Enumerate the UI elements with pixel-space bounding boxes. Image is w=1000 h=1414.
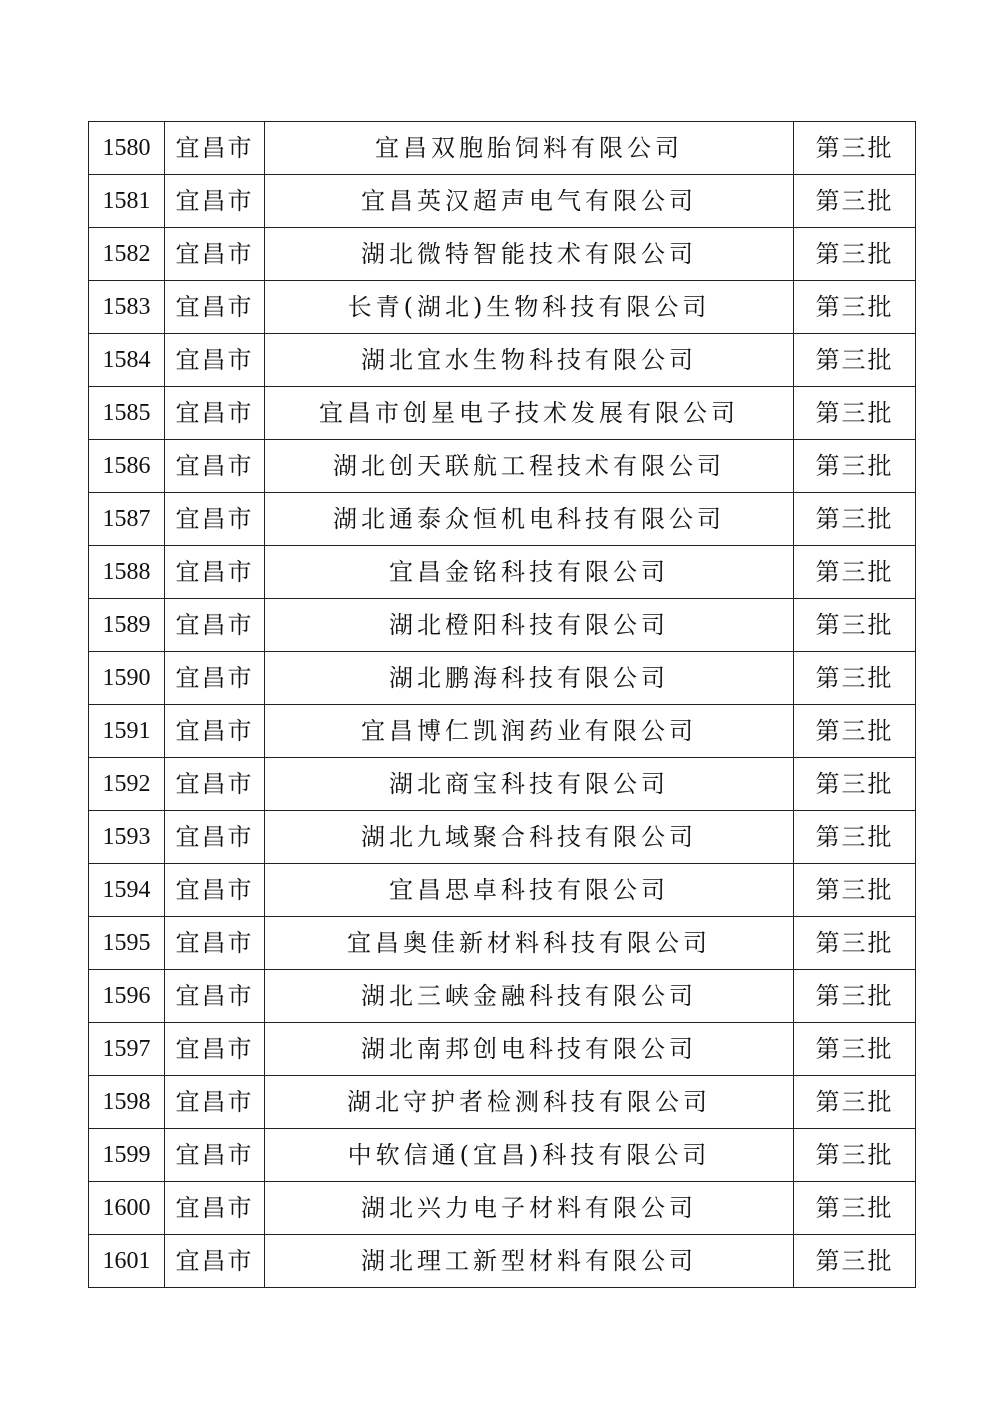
row-number: 1587 bbox=[89, 493, 165, 546]
batch-cell: 第三批 bbox=[794, 228, 916, 281]
row-number: 1583 bbox=[89, 281, 165, 334]
row-number: 1580 bbox=[89, 122, 165, 175]
company-name-cell: 宜昌英汉超声电气有限公司 bbox=[265, 175, 794, 228]
table-row bbox=[89, 440, 916, 493]
city-cell: 宜昌市 bbox=[165, 1023, 265, 1076]
company-name-cell: 宜昌思卓科技有限公司 bbox=[265, 864, 794, 917]
batch-cell: 第三批 bbox=[794, 440, 916, 493]
company-name-cell: 湖北三峡金融科技有限公司 bbox=[265, 970, 794, 1023]
company-name-cell: 宜昌市创星电子技术发展有限公司 bbox=[265, 387, 794, 440]
city-cell: 宜昌市 bbox=[165, 546, 265, 599]
city-cell: 宜昌市 bbox=[165, 705, 265, 758]
city-cell: 宜昌市 bbox=[165, 440, 265, 493]
company-name-cell: 中软信通(宜昌)科技有限公司 bbox=[265, 1129, 794, 1182]
table-row bbox=[89, 122, 916, 175]
row-number: 1581 bbox=[89, 175, 165, 228]
batch-cell: 第三批 bbox=[794, 1023, 916, 1076]
company-name-cell: 长青(湖北)生物科技有限公司 bbox=[265, 281, 794, 334]
table-row bbox=[89, 811, 916, 864]
batch-cell: 第三批 bbox=[794, 334, 916, 387]
batch-cell: 第三批 bbox=[794, 1076, 916, 1129]
table-row bbox=[89, 334, 916, 387]
table-row bbox=[89, 864, 916, 917]
table-row bbox=[89, 758, 916, 811]
row-number: 1592 bbox=[89, 758, 165, 811]
company-name-cell: 湖北宜水生物科技有限公司 bbox=[265, 334, 794, 387]
row-number: 1588 bbox=[89, 546, 165, 599]
company-name-cell: 湖北兴力电子材料有限公司 bbox=[265, 1182, 794, 1235]
table-body bbox=[89, 122, 916, 1288]
row-number: 1589 bbox=[89, 599, 165, 652]
city-cell: 宜昌市 bbox=[165, 652, 265, 705]
city-cell: 宜昌市 bbox=[165, 1235, 265, 1288]
row-number: 1594 bbox=[89, 864, 165, 917]
batch-cell: 第三批 bbox=[794, 1182, 916, 1235]
company-name-cell: 湖北理工新型材料有限公司 bbox=[265, 1235, 794, 1288]
row-number: 1593 bbox=[89, 811, 165, 864]
company-name-cell: 湖北商宝科技有限公司 bbox=[265, 758, 794, 811]
table-row bbox=[89, 970, 916, 1023]
table-row bbox=[89, 387, 916, 440]
row-number: 1601 bbox=[89, 1235, 165, 1288]
table-row bbox=[89, 1235, 916, 1288]
city-cell: 宜昌市 bbox=[165, 1129, 265, 1182]
row-number: 1590 bbox=[89, 652, 165, 705]
company-name-cell: 湖北微特智能技术有限公司 bbox=[265, 228, 794, 281]
batch-cell: 第三批 bbox=[794, 387, 916, 440]
table-row bbox=[89, 1076, 916, 1129]
city-cell: 宜昌市 bbox=[165, 1182, 265, 1235]
city-cell: 宜昌市 bbox=[165, 970, 265, 1023]
city-cell: 宜昌市 bbox=[165, 864, 265, 917]
company-name-cell: 湖北守护者检测科技有限公司 bbox=[265, 1076, 794, 1129]
company-list-table bbox=[88, 121, 916, 1288]
city-cell: 宜昌市 bbox=[165, 1076, 265, 1129]
company-name-cell: 湖北通泰众恒机电科技有限公司 bbox=[265, 493, 794, 546]
row-number: 1585 bbox=[89, 387, 165, 440]
city-cell: 宜昌市 bbox=[165, 122, 265, 175]
batch-cell: 第三批 bbox=[794, 705, 916, 758]
batch-cell: 第三批 bbox=[794, 970, 916, 1023]
row-number: 1584 bbox=[89, 334, 165, 387]
batch-cell: 第三批 bbox=[794, 864, 916, 917]
table-row bbox=[89, 705, 916, 758]
company-name-cell: 湖北九域聚合科技有限公司 bbox=[265, 811, 794, 864]
batch-cell: 第三批 bbox=[794, 811, 916, 864]
table-row bbox=[89, 493, 916, 546]
table-row bbox=[89, 652, 916, 705]
table-row bbox=[89, 599, 916, 652]
row-number: 1598 bbox=[89, 1076, 165, 1129]
table-row bbox=[89, 917, 916, 970]
batch-cell: 第三批 bbox=[794, 652, 916, 705]
row-number: 1599 bbox=[89, 1129, 165, 1182]
city-cell: 宜昌市 bbox=[165, 175, 265, 228]
row-number: 1597 bbox=[89, 1023, 165, 1076]
city-cell: 宜昌市 bbox=[165, 334, 265, 387]
batch-cell: 第三批 bbox=[794, 281, 916, 334]
table-row bbox=[89, 1182, 916, 1235]
company-name-cell: 湖北鹏海科技有限公司 bbox=[265, 652, 794, 705]
batch-cell: 第三批 bbox=[794, 493, 916, 546]
table-row bbox=[89, 228, 916, 281]
city-cell: 宜昌市 bbox=[165, 599, 265, 652]
row-number: 1591 bbox=[89, 705, 165, 758]
row-number: 1586 bbox=[89, 440, 165, 493]
company-name-cell: 宜昌双胞胎饲料有限公司 bbox=[265, 122, 794, 175]
table-row bbox=[89, 546, 916, 599]
row-number: 1595 bbox=[89, 917, 165, 970]
batch-cell: 第三批 bbox=[794, 1129, 916, 1182]
company-name-cell: 宜昌奥佳新材料科技有限公司 bbox=[265, 917, 794, 970]
row-number: 1582 bbox=[89, 228, 165, 281]
batch-cell: 第三批 bbox=[794, 758, 916, 811]
row-number: 1596 bbox=[89, 970, 165, 1023]
company-name-cell: 宜昌博仁凯润药业有限公司 bbox=[265, 705, 794, 758]
table-row bbox=[89, 1129, 916, 1182]
city-cell: 宜昌市 bbox=[165, 811, 265, 864]
city-cell: 宜昌市 bbox=[165, 758, 265, 811]
batch-cell: 第三批 bbox=[794, 1235, 916, 1288]
batch-cell: 第三批 bbox=[794, 917, 916, 970]
city-cell: 宜昌市 bbox=[165, 281, 265, 334]
city-cell: 宜昌市 bbox=[165, 228, 265, 281]
company-name-cell: 湖北南邦创电科技有限公司 bbox=[265, 1023, 794, 1076]
table-row bbox=[89, 1023, 916, 1076]
table-row bbox=[89, 281, 916, 334]
batch-cell: 第三批 bbox=[794, 122, 916, 175]
batch-cell: 第三批 bbox=[794, 175, 916, 228]
batch-cell: 第三批 bbox=[794, 546, 916, 599]
company-name-cell: 宜昌金铭科技有限公司 bbox=[265, 546, 794, 599]
company-name-cell: 湖北创天联航工程技术有限公司 bbox=[265, 440, 794, 493]
batch-cell: 第三批 bbox=[794, 599, 916, 652]
city-cell: 宜昌市 bbox=[165, 387, 265, 440]
row-number: 1600 bbox=[89, 1182, 165, 1235]
city-cell: 宜昌市 bbox=[165, 917, 265, 970]
city-cell: 宜昌市 bbox=[165, 493, 265, 546]
company-name-cell: 湖北橙阳科技有限公司 bbox=[265, 599, 794, 652]
table-row bbox=[89, 175, 916, 228]
